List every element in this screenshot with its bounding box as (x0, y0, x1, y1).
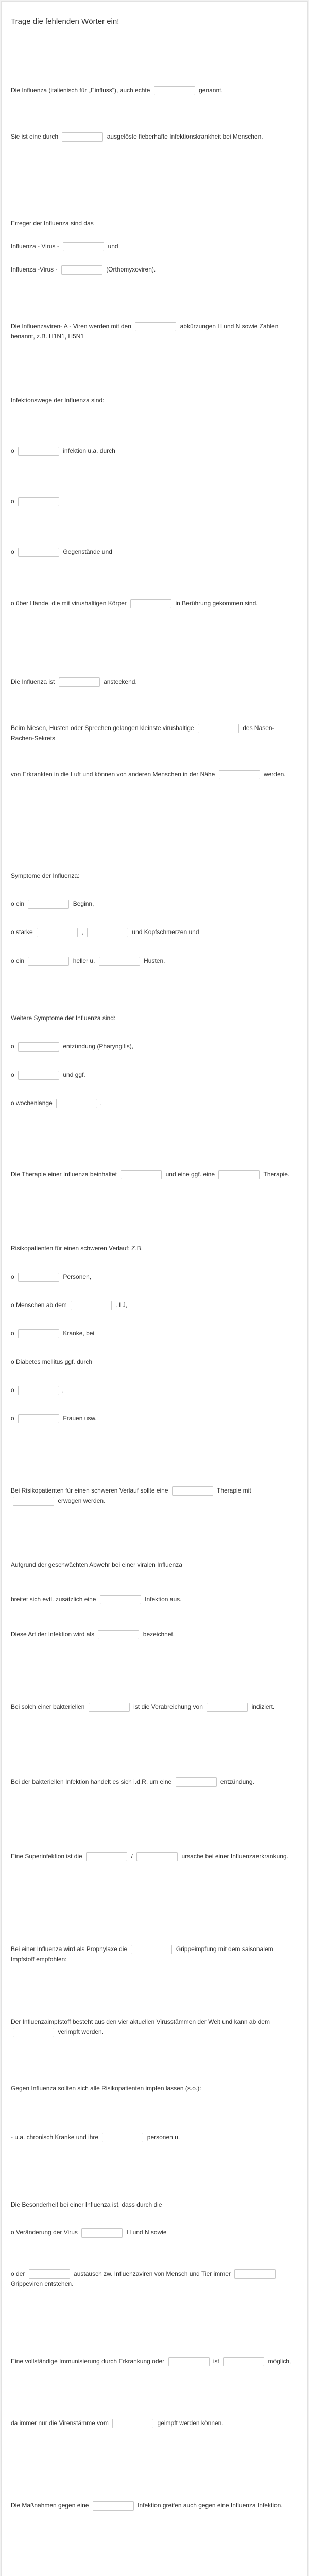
gap-input[interactable] (61, 265, 102, 275)
gap-input[interactable] (13, 2028, 54, 2037)
gap-input[interactable] (98, 1630, 139, 1639)
gap-input[interactable] (234, 2269, 276, 2279)
text-line: o (11, 496, 297, 506)
text-line: - u.a. chronisch Kranke und ihre personen u. (11, 2132, 297, 2142)
text-line: breitet sich evtl. zusätzlich eine Infektion aus. (11, 1594, 297, 1604)
text-line: Gegen Influenza sollten sich alle Risikopatienten impfen lassen (s.o.): (11, 2084, 201, 2092)
gap-input[interactable] (13, 1497, 54, 1506)
gap-input[interactable] (81, 2228, 123, 2238)
gap-input[interactable] (29, 2269, 70, 2279)
page-title: Trage die fehlenden Wörter ein! (11, 17, 119, 26)
gap-input[interactable] (176, 1777, 217, 1787)
text-line: Influenza - Virus - und (11, 241, 297, 251)
text-line: Bei einer Influenza wird als Prophylaxe die Grippeimpfung mit dem saisonalem Impfstoff empfohlen: (11, 1945, 273, 1963)
gap-input[interactable] (93, 2501, 134, 2511)
text-line: da immer nur die Virenstämme vom geimpft werden können. (11, 2418, 297, 2428)
text-line: o Veränderung der Virus H und N sowie (11, 2227, 297, 2238)
gap-input[interactable] (87, 928, 128, 937)
text-line: Sie ist eine durch ausgelöste fieberhafte Infektionskrankheit bei Menschen. (11, 131, 297, 142)
gap-input[interactable] (168, 2357, 210, 2366)
text-line: o entzündung (Pharyngitis), (11, 1041, 297, 1052)
text-line: Influenza -Virus - (Orthomyxoviren). (11, 264, 297, 275)
gap-input[interactable] (102, 2133, 143, 2142)
text-line: Eine vollständige Immunisierung durch Erkrankung oder ist möglich, (11, 2356, 297, 2366)
gap-input[interactable] (131, 1945, 172, 1954)
text-line: o Diabetes mellitus ggf. durch (11, 1358, 93, 1365)
gap-input[interactable] (207, 1703, 248, 1712)
text-line: Die Maßnahmen gegen eine Infektion greifen auch gegen eine Influenza Infektion. (11, 2500, 297, 2511)
text-line: Erreger der Influenza sind das (11, 219, 94, 227)
gap-input[interactable] (154, 86, 195, 95)
text-line: Bei solch einer bakteriellen ist die Verabreichung von indiziert. (11, 1702, 297, 1712)
text-line: o wochenlange . (11, 1098, 297, 1108)
gap-input[interactable] (59, 677, 100, 687)
text-line: o Gegenstände und (11, 547, 297, 557)
gap-input[interactable] (99, 957, 140, 966)
gap-input[interactable] (18, 548, 59, 557)
gap-input[interactable] (223, 2357, 264, 2366)
gap-input[interactable] (28, 957, 69, 966)
gap-input[interactable] (89, 1703, 130, 1712)
gap-input[interactable] (130, 599, 171, 608)
gap-input[interactable] (18, 447, 59, 456)
text-line: Die Therapie einer Influenza beinhaltet und eine ggf. eine Therapie. (11, 1169, 297, 1179)
text-line: Der Influenzaimpfstoff besteht aus den vier aktuellen Virusstämmen der Welt und kann ab dem verimpft werden. (11, 2016, 297, 2037)
gap-input[interactable] (71, 1301, 112, 1310)
gap-input[interactable] (121, 1170, 162, 1179)
text-line: Symptome der Influenza: (11, 872, 80, 879)
text-line: o der austausch zw. Influenzaviren von Mensch und Tier immer Grippeviren entstehen. (11, 2268, 297, 2289)
text-line: Bei der bakteriellen Infektion handelt es sich i.d.R. um eine entzündung. (11, 1776, 297, 1787)
text-line: Die Influenza (italienisch für „Einfluss"), auch echte genannt. (11, 85, 297, 95)
text-line: Die Besonderheit bei einer Influenza ist, dass durch die (11, 2201, 162, 2208)
text-line: o Frauen usw. (11, 1413, 297, 1423)
gap-input[interactable] (62, 132, 103, 142)
text-line: o ein Beginn, (11, 899, 297, 909)
text-line: von Erkrankten in die Luft und können von anderen Menschen in der Nähe werden. (11, 769, 297, 779)
gap-input[interactable] (135, 322, 176, 331)
gap-input[interactable] (18, 497, 59, 506)
gap-input[interactable] (198, 724, 239, 733)
gap-input[interactable] (18, 1386, 59, 1395)
gap-input[interactable] (37, 928, 78, 937)
text-line: o Kranke, bei (11, 1328, 297, 1338)
text-line: Diese Art der Infektion wird als bezeichnet. (11, 1629, 297, 1639)
gap-input[interactable] (112, 2419, 153, 2428)
text-line: Die Influenzaviren- A - Viren werden mit den abkürzungen H und N sowie Zahlen benannt, z.B. H1N1, H5N1 (11, 323, 279, 340)
text-line: Die Influenza ist ansteckend. (11, 676, 297, 687)
text-line: o Personen, (11, 1272, 297, 1282)
text-line: o infektion u.a. durch (11, 446, 297, 456)
text-line: Aufgrund der geschwächten Abwehr bei einer viralen Influenza (11, 1561, 182, 1568)
gap-input[interactable] (18, 1414, 59, 1423)
text-line: Beim Niesen, Husten oder Sprechen gelangen kleinste virushaltige des Nasen-Rachen-Sekrets (11, 724, 274, 742)
gap-input[interactable] (136, 1852, 178, 1861)
text-line: Weitere Symptome der Influenza sind: (11, 1014, 116, 1022)
gap-input[interactable] (100, 1595, 141, 1604)
gap-input[interactable] (56, 1099, 97, 1108)
gap-input[interactable] (63, 242, 104, 251)
text-line: o ein heller u. Husten. (11, 956, 297, 966)
exercise-card (1, 1, 308, 2576)
gap-input[interactable] (86, 1852, 127, 1861)
text-line: Bei Risikopatienten für einen schweren Verlauf sollte eine Therapie mit erwogen werden. (11, 1485, 297, 1506)
text-line: Risikopatienten für einen schweren Verlauf: Z.B. (11, 1245, 143, 1252)
gap-input[interactable] (18, 1071, 59, 1080)
gap-input[interactable] (218, 1170, 260, 1179)
text-line: o starke , und Kopfschmerzen und (11, 927, 297, 937)
text-line: o über Hände, die mit virushaltigen Körper in Berührung gekommen sind. (11, 598, 297, 608)
gap-input[interactable] (172, 1486, 213, 1496)
gap-input[interactable] (28, 900, 69, 909)
text-line: o Menschen ab dem . LJ, (11, 1300, 297, 1310)
gap-input[interactable] (18, 1329, 59, 1338)
gap-input[interactable] (219, 770, 260, 779)
text-line: Eine Superinfektion ist die / ursache bei einer Influenzaerkrankung. (11, 1851, 297, 1861)
gap-input[interactable] (18, 1042, 59, 1052)
text-line: Infektionswege der Influenza sind: (11, 397, 105, 404)
gap-input[interactable] (18, 1273, 59, 1282)
text-line: o , (11, 1385, 297, 1395)
text-line: o und ggf. (11, 1070, 297, 1080)
